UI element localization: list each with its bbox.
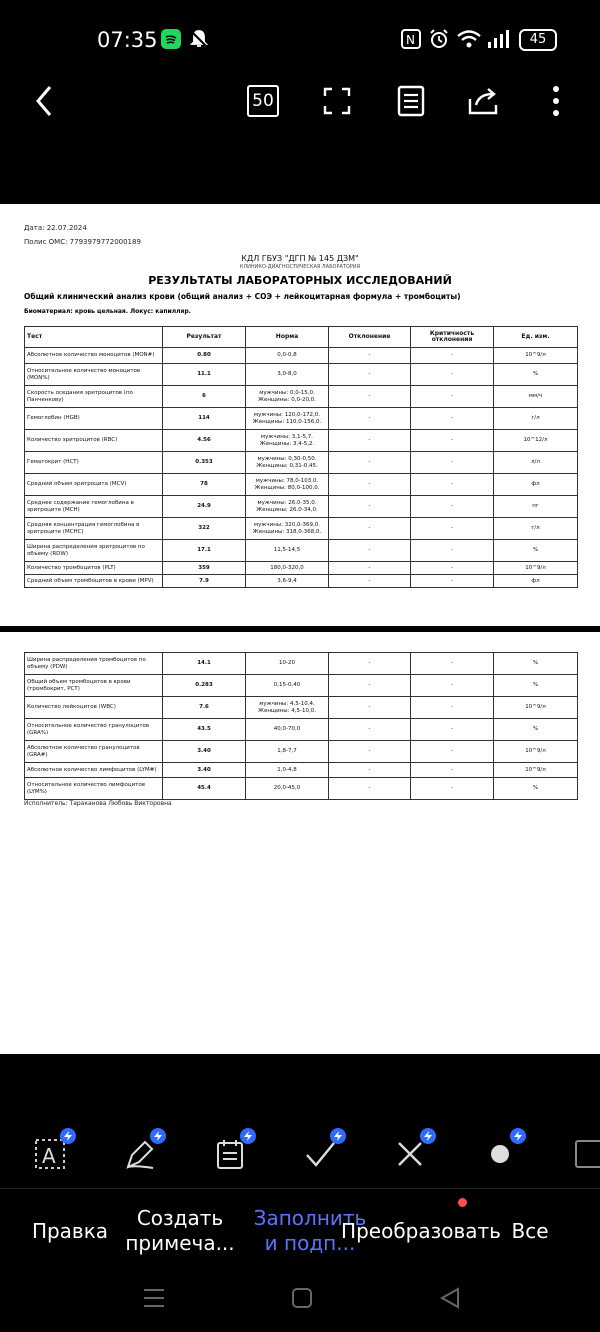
alarm-icon (428, 28, 450, 50)
cross-tool[interactable] (390, 1134, 430, 1174)
create-note-button[interactable]: Создать примеча... (125, 1206, 235, 1255)
table-row (25, 348, 578, 364)
cell-test: Абсолютное количество гранулоцитов (GRA#) (25, 741, 163, 763)
convert-button[interactable]: Преобразовать (341, 1218, 501, 1243)
cell-crit: - (411, 540, 494, 562)
cell-crit: - (411, 474, 494, 496)
bolt-icon (150, 1128, 166, 1144)
more-icon (552, 85, 560, 117)
cell-norm: 180,0-320,0 (246, 562, 329, 575)
page-count: 50 (247, 85, 279, 117)
cell-unit: % (494, 653, 578, 675)
form-tool[interactable] (210, 1134, 250, 1174)
svg-text:A: A (42, 1144, 56, 1168)
status-bar (0, 0, 600, 80)
table-row (25, 386, 578, 408)
cell-result: 4.56 (163, 430, 246, 452)
cell-norm: мужчины: 26,0-35,0. Женщины: 26,0-34,0. (246, 496, 329, 518)
cell-test: Гемоглобин (HGB) (25, 408, 163, 430)
cell-result: 7.9 (163, 575, 246, 588)
cell-norm: 3,6-9,4 (246, 575, 329, 588)
page-count-button[interactable] (246, 78, 280, 124)
cell-result: 11.1 (163, 364, 246, 386)
cell-norm: мужчины: 78,0-103,0. Женщины: 80,0-100,0. (246, 474, 329, 496)
cell-dev: - (329, 778, 411, 800)
biomaterial: Биоматериал: кровь цельная. Локус: капилляр. (24, 308, 191, 315)
analysis-name: Общий клинический анализ крови (общий анализ + СОЭ + лейкоцитарная формула + тромбоциты) (24, 292, 461, 301)
table-row (25, 430, 578, 452)
home-icon (290, 1286, 314, 1310)
cell-test: Абсолютное количество моноцитов (MON#) (25, 348, 163, 364)
menu-icon (140, 1286, 168, 1310)
cell-dev: - (329, 719, 411, 741)
bolt-icon (510, 1128, 526, 1144)
cell-test: Средний объем тромбоцитов в крови (MPV) (25, 575, 163, 588)
cell-norm: 11,5-14,5 (246, 540, 329, 562)
cell-test: Относительное количество лимфоцитов (LYM%) (25, 778, 163, 800)
cell-result: 24.9 (163, 496, 246, 518)
table-row (25, 408, 578, 430)
cell-norm: 20,0-45,0 (246, 778, 329, 800)
table-row (25, 518, 578, 540)
check-tool[interactable] (300, 1134, 340, 1174)
cell-norm: 1,0-4,8 (246, 763, 329, 778)
cell-unit: фл (494, 575, 578, 588)
cell-unit: % (494, 364, 578, 386)
back-nav-button[interactable] (438, 1286, 462, 1310)
cell-unit: 10^9/л (494, 741, 578, 763)
cell-norm: мужчины: 0,30-0,50. Женщины: 0,31-0,45. (246, 452, 329, 474)
cell-crit: - (411, 778, 494, 800)
cell-test: Количество эритроцитов (RBC) (25, 430, 163, 452)
cell-test: Количество лейкоцитов (WBC) (25, 697, 163, 719)
cell-result: 359 (163, 562, 246, 575)
cell-unit: л/л (494, 452, 578, 474)
cell-crit: - (411, 719, 494, 741)
cell-norm: 3,0-8,0 (246, 364, 329, 386)
toolbar (0, 78, 600, 124)
more-tools[interactable] (570, 1134, 600, 1174)
nfc-icon (400, 28, 422, 50)
cell-crit: - (411, 653, 494, 675)
cell-unit: % (494, 540, 578, 562)
lab-name: КДЛ ГБУЗ "ДГП № 145 ДЗМ" (241, 254, 359, 263)
cell-dev: - (329, 653, 411, 675)
cell-test: Абсолютное количество лимфоцитов (LYM#) (25, 763, 163, 778)
cell-dev: - (329, 386, 411, 408)
cell-test: Ширина распределения эритроцитов по объему (RDW) (25, 540, 163, 562)
header-result: Результат (163, 327, 246, 348)
cell-crit: - (411, 763, 494, 778)
cell-result: 3.40 (163, 741, 246, 763)
cell-dev: - (329, 540, 411, 562)
results-table-2 (24, 652, 578, 800)
share-icon (467, 86, 501, 116)
cell-unit: 10^9/л (494, 763, 578, 778)
cell-test: Общий объем тромбоцитов в крови (тромбокрит, PCT) (25, 675, 163, 697)
clock: 07:35 (97, 28, 158, 52)
back-triangle-icon (438, 1286, 462, 1310)
cell-test: Гематокрит (HCT) (25, 452, 163, 474)
cell-crit: - (411, 741, 494, 763)
header-deviation: Отклонение (329, 327, 411, 348)
header-test: Тест (25, 327, 163, 348)
cell-unit: пг (494, 496, 578, 518)
cell-unit: г/л (494, 408, 578, 430)
results-table-1 (24, 326, 578, 588)
cell-dev: - (329, 763, 411, 778)
partial-tool-icon (570, 1137, 600, 1171)
notifications-icon (188, 28, 210, 50)
cell-unit: % (494, 778, 578, 800)
cell-dev: - (329, 496, 411, 518)
cell-norm: мужчины: 120,0-172,0. Женщины: 110,0-156,0. (246, 408, 329, 430)
home-button[interactable] (290, 1286, 314, 1310)
reading-mode-button[interactable] (394, 78, 428, 124)
table-row (25, 653, 578, 675)
cell-test: Средняя концентрация гемоглобина в эритроците (MCHC) (25, 518, 163, 540)
table-row (25, 562, 578, 575)
cell-result: 7.6 (163, 697, 246, 719)
cell-unit: 10^9/л (494, 562, 578, 575)
cell-result: 322 (163, 518, 246, 540)
lab-subtitle: КЛИНИКО-ДИАГНОСТИЧЕСКАЯ ЛАБОРАТОРИЯ (239, 264, 361, 270)
cell-dev: - (329, 430, 411, 452)
cell-crit: - (411, 452, 494, 474)
table-row (25, 452, 578, 474)
table-row (25, 741, 578, 763)
bolt-icon (330, 1128, 346, 1144)
cell-norm: 40,0-70,0 (246, 719, 329, 741)
cell-norm: мужчины: 0,0-15,0. Женщины: 0,0-20,0. (246, 386, 329, 408)
document-page-2[interactable] (0, 632, 600, 1054)
cell-crit: - (411, 430, 494, 452)
cell-dev: - (329, 518, 411, 540)
cell-unit: 10^9/л (494, 697, 578, 719)
system-navbar (0, 1278, 600, 1318)
cell-result: 14.1 (163, 653, 246, 675)
cell-test: Средний объем эритроцита (MCV) (25, 474, 163, 496)
cell-result: 0.353 (163, 452, 246, 474)
cell-norm: 1,8-7,7 (246, 741, 329, 763)
cell-crit: - (411, 562, 494, 575)
cell-test: Относительное количество гранулоцитов (GRA%) (25, 719, 163, 741)
doc-title: РЕЗУЛЬТАТЫ ЛАБОРАТОРНЫХ ИССЛЕДОВАНИЙ (148, 274, 452, 287)
cell-norm: мужчины: 3,1-5,7. Женщины: 3,4-5,2. (246, 430, 329, 452)
cell-crit: - (411, 575, 494, 588)
table-row (25, 364, 578, 386)
cell-dev: - (329, 562, 411, 575)
cell-result: 3.40 (163, 763, 246, 778)
cell-result: 6 (163, 386, 246, 408)
new-badge-dot (458, 1198, 467, 1207)
share-button[interactable] (466, 78, 502, 124)
cell-crit: - (411, 364, 494, 386)
header-unit: Ед. изм. (494, 327, 578, 348)
back-button[interactable] (24, 78, 64, 124)
table-row (25, 675, 578, 697)
table-row (25, 763, 578, 778)
cell-crit: - (411, 697, 494, 719)
cell-unit: фл (494, 474, 578, 496)
cell-result: 78 (163, 474, 246, 496)
table-row (25, 540, 578, 562)
cell-result: 45.4 (163, 778, 246, 800)
doc-date: Дата: 22.07.2024 (24, 224, 87, 232)
cell-norm: 10-20 (246, 653, 329, 675)
svg-text:N: N (406, 33, 415, 47)
doc-policy: Полис ОМС: 7793979772000189 (24, 238, 141, 246)
document-page-1[interactable] (0, 204, 600, 626)
cell-unit: 10^12/л (494, 430, 578, 452)
table-row (25, 778, 578, 800)
cell-crit: - (411, 675, 494, 697)
cell-result: 43.5 (163, 719, 246, 741)
cell-dev: - (329, 348, 411, 364)
wifi-icon (456, 28, 482, 50)
cell-norm: 0,15-0,40 (246, 675, 329, 697)
cell-unit: мм/ч (494, 386, 578, 408)
performer: Исполнитель: Тараканова Любовь Викторовна (24, 800, 172, 807)
table-row (25, 575, 578, 588)
tools-separator (0, 1188, 600, 1189)
cell-test: Ширина распределения тромбоцитов по объему (PDW) (25, 653, 163, 675)
more-button[interactable] (546, 78, 566, 124)
table-row (25, 496, 578, 518)
fill-and-sign-button[interactable]: Заполнить и подп... (253, 1206, 367, 1255)
reading-mode-icon (396, 85, 426, 117)
cell-dev: - (329, 741, 411, 763)
cell-test: Количество тромбоцитов (PLT) (25, 562, 163, 575)
cell-crit: - (411, 496, 494, 518)
table-row (25, 719, 578, 741)
header-criticality: Критичность отклонения (411, 327, 494, 348)
cell-result: 17.1 (163, 540, 246, 562)
bolt-icon (240, 1128, 256, 1144)
all-button[interactable]: Все (511, 1218, 549, 1243)
cell-unit: % (494, 719, 578, 741)
cell-dev: - (329, 474, 411, 496)
cell-crit: - (411, 518, 494, 540)
cell-unit: г/л (494, 518, 578, 540)
fullscreen-icon (322, 86, 352, 116)
pen-tool[interactable] (120, 1134, 160, 1174)
battery-indicator: 45 (519, 29, 557, 51)
edit-button[interactable]: Правка (31, 1218, 109, 1243)
bolt-icon (420, 1128, 436, 1144)
cell-result: 0.283 (163, 675, 246, 697)
cell-dev: - (329, 575, 411, 588)
cell-dev: - (329, 408, 411, 430)
cell-unit: % (494, 675, 578, 697)
header-norm: Норма (246, 327, 329, 348)
cell-crit: - (411, 386, 494, 408)
cell-dev: - (329, 452, 411, 474)
spotify-icon (160, 28, 182, 50)
cell-dev: - (329, 675, 411, 697)
bolt-icon (60, 1128, 76, 1144)
recents-button[interactable] (140, 1286, 168, 1310)
back-icon (32, 84, 56, 118)
table-row (25, 697, 578, 719)
cell-norm: 0,0-0,8 (246, 348, 329, 364)
action-bar (0, 1196, 600, 1266)
cell-test: Среднее содержание гемоглобина в эритроците (MCH) (25, 496, 163, 518)
cell-test: Скорость оседания эритроцитов (по Панченкову) (25, 386, 163, 408)
cell-dev: - (329, 364, 411, 386)
cell-crit: - (411, 348, 494, 364)
signal-icon (486, 28, 512, 50)
cell-dev: - (329, 697, 411, 719)
cell-norm: мужчины: 320,0-369,0. Женщины: 318,0-368,0. (246, 518, 329, 540)
cell-result: 114 (163, 408, 246, 430)
table-row (25, 474, 578, 496)
cell-test: Относительное количество моноцитов (MON%) (25, 364, 163, 386)
cell-norm: мужчины: 4,5-10,4. Женщины: 4,5-10,0. (246, 697, 329, 719)
cell-result: 0.80 (163, 348, 246, 364)
text-box-tool[interactable] (30, 1134, 70, 1174)
cell-crit: - (411, 408, 494, 430)
annotation-tools (0, 1126, 600, 1182)
dot-tool[interactable] (480, 1134, 520, 1174)
cell-unit: 10^9/л (494, 348, 578, 364)
fullscreen-button[interactable] (320, 78, 354, 124)
